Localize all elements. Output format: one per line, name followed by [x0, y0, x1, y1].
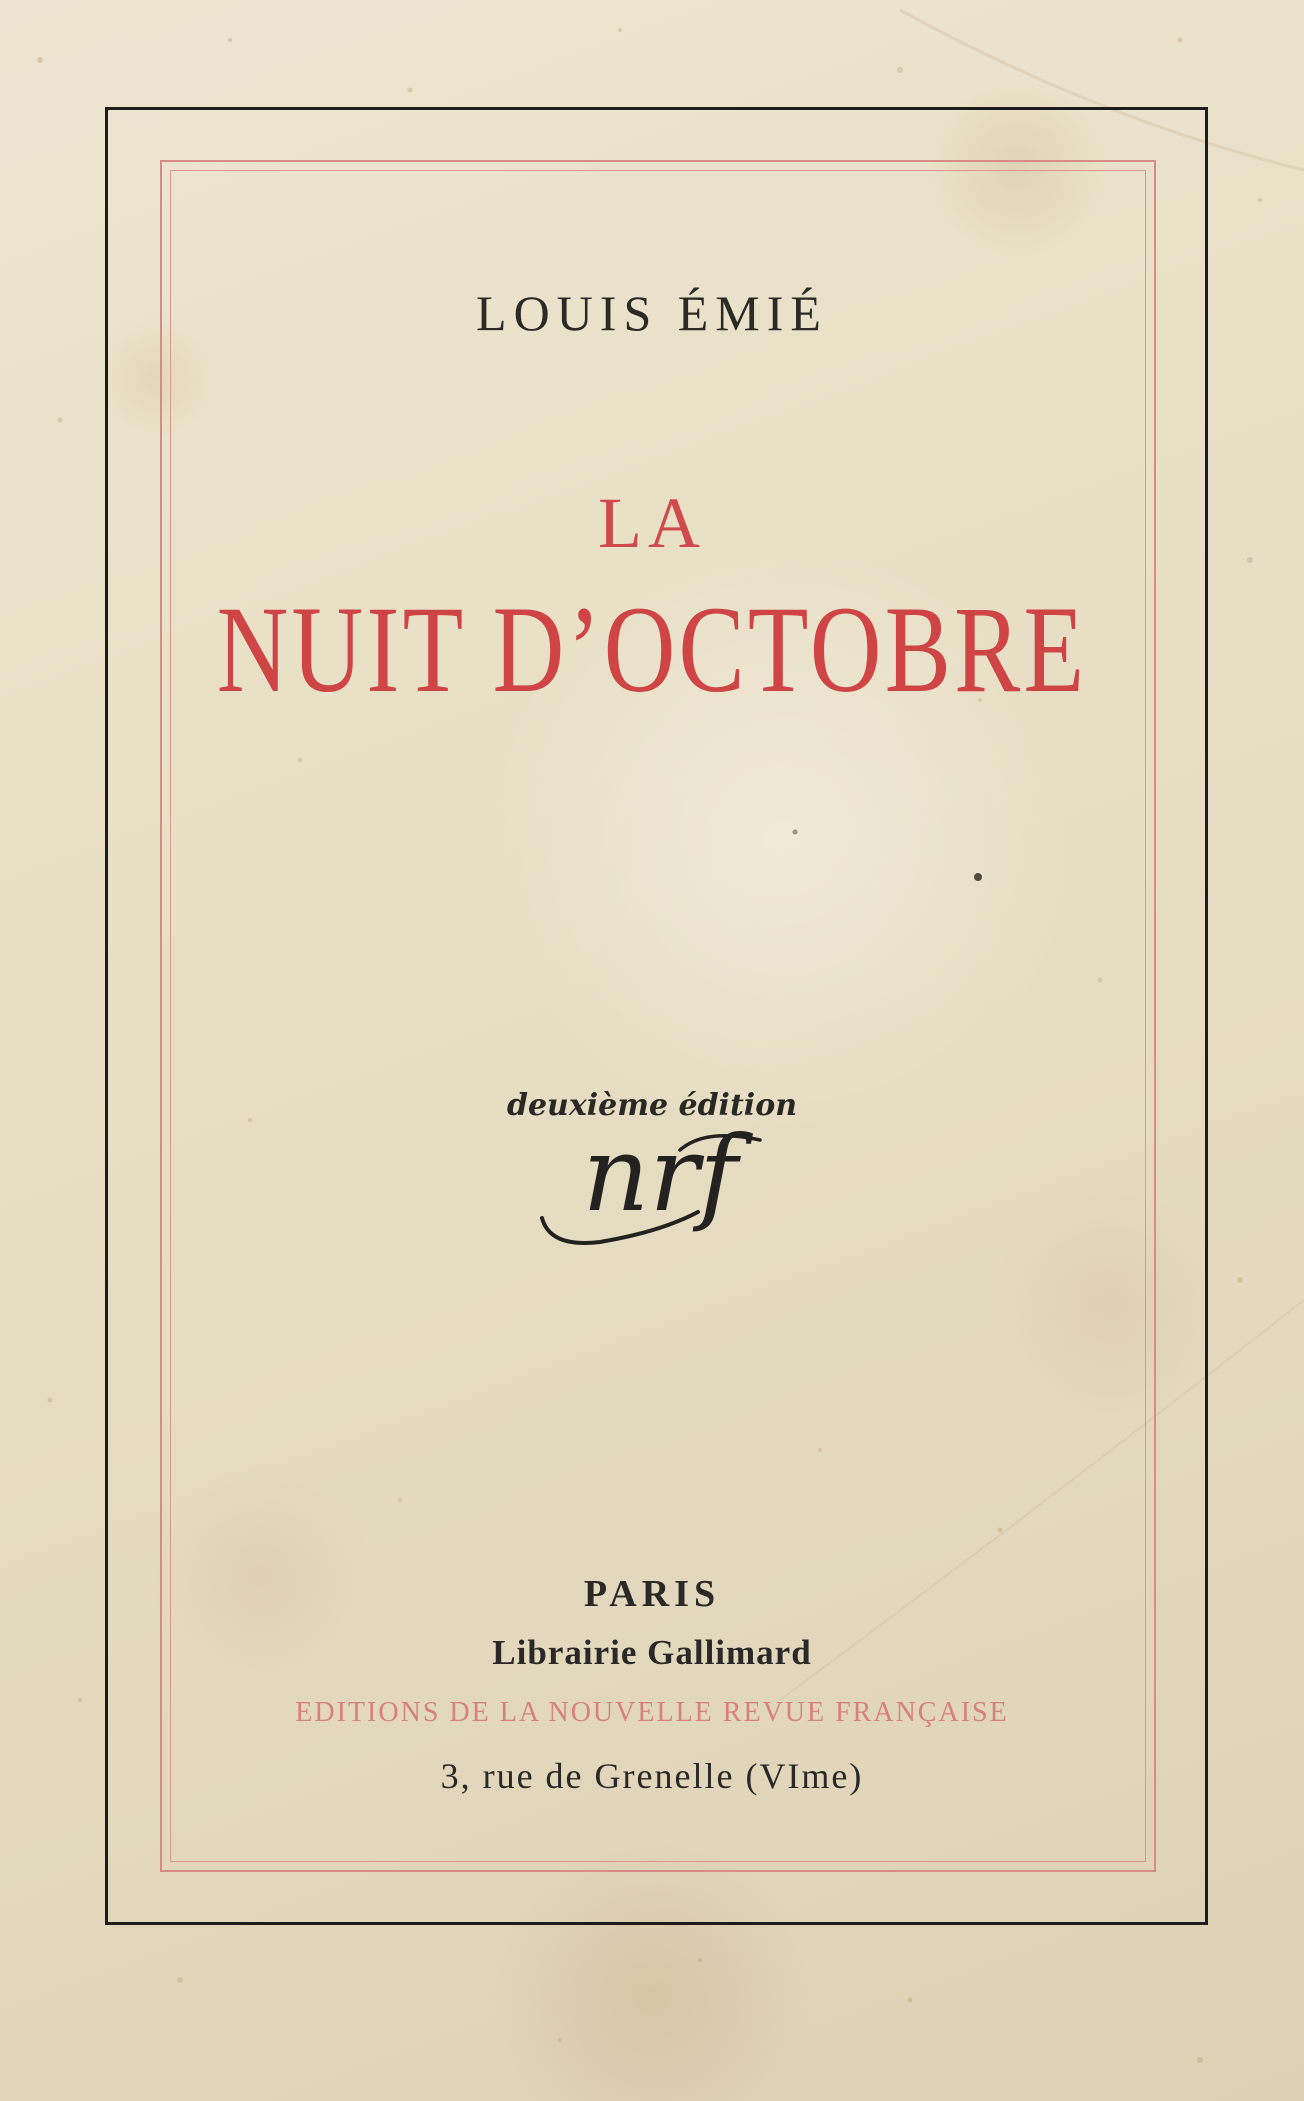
nrf-logo [530, 1113, 790, 1260]
title-line-1: LA [598, 483, 706, 563]
publisher-address: 3, rue de Grenelle (VIme) [440, 1756, 864, 1796]
publisher-name: Librairie Gallimard [492, 1633, 812, 1672]
imprint-line: EDITIONS DE LA NOUVELLE REVUE FRANÇAISE [295, 1697, 1009, 1728]
author-name: LOUIS ÉMIÉ [476, 285, 828, 341]
nrf-logo-text: nrf [582, 1113, 738, 1235]
title-line-2: NUIT D’OCTOBRE [216, 581, 1088, 718]
city: PARIS [583, 1573, 721, 1615]
edition-label: deuxième édition [506, 1088, 798, 1123]
nrf-logo-swash [530, 1113, 790, 1260]
